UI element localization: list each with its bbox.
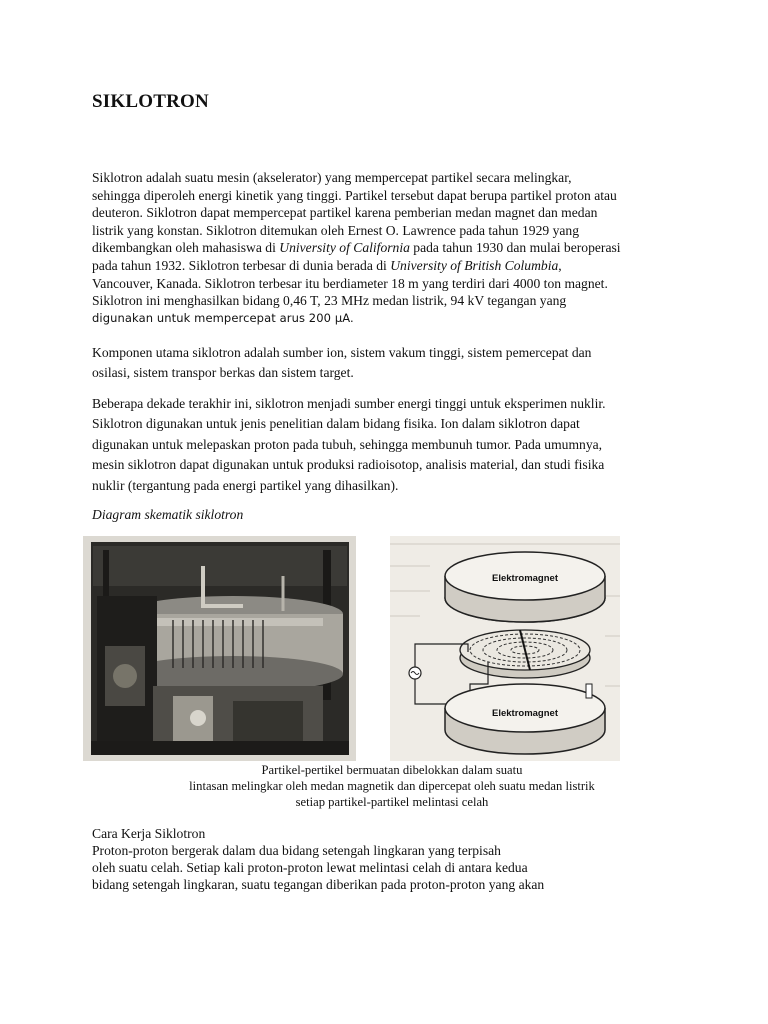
text-segment: pada tahun 1932. Siklotron terbesar di dunia berada di: [92, 257, 391, 273]
electromagnet-top-label: Elektromagnet: [492, 573, 558, 584]
text-line: nuklir (tergantung pada energi partikel yang dihasilkan).: [92, 477, 399, 493]
text-segment: pada tahun 1930 dan mulai beroperasi: [409, 240, 621, 256]
electromagnet-bottom-label: Elektromagnet: [492, 708, 558, 719]
text-line: Komponen utama siklotron adalah sumber ion, sistem vakum tinggi, sistem pemercepat dan: [92, 345, 592, 360]
text-line: mesin siklotron dapat digunakan untuk produksi radioisotop, analisis material, dan studi fisika: [92, 457, 605, 473]
text-line: Proton-proton bergerak dalam dua bidang setengah lingkaran yang terpisah: [92, 843, 501, 858]
text-line: Siklotron ini menghasilkan bidang 0,46 T, 23 MHz medan listrik, 94 kV tegangan yang: [92, 293, 567, 309]
text-line: digunakan untuk mempercepat arus 200 μA.: [92, 310, 354, 325]
intro-paragraph: [92, 169, 692, 327]
page-title: SIKLOTRON: [92, 91, 209, 112]
text-line: [92, 257, 692, 275]
text-line: Siklotron digunakan untuk jenis penelitian dalam bidang fisika. Ion dalam siklotron dapat: [92, 416, 580, 432]
cyclotron-photo: [83, 536, 356, 761]
text-line: Vancouver, Kanada. Siklotron terbesar itu berdiameter 18 m yang terdiri dari 4000 ton magnet.: [92, 275, 608, 291]
section-heading: Cara Kerja Siklotron: [92, 826, 206, 841]
text-line: listrik yang konstan. Siklotron ditemukan oleh Ernest O. Lawrence pada tahun 1929 yang: [92, 222, 579, 238]
text-line: osilasi, sistem transpor berkas dan sistem target.: [92, 365, 354, 380]
text-line: bidang setengah lingkaran, suatu tegangan diberikan pada proton-proton yang akan: [92, 877, 545, 892]
diagram-label: Diagram skematik siklotron: [92, 507, 244, 522]
text-segment: dikembangkan oleh mahasiswa di: [92, 240, 280, 256]
text-line: deuteron. Siklotron dapat mempercepat partikel karena pemberian medan magnet dan medan: [92, 205, 598, 221]
university-name: University of British Columbia: [390, 257, 559, 273]
components-paragraph: [92, 343, 692, 383]
applications-paragraph: [92, 394, 692, 496]
text-line: Siklotron adalah suatu mesin (akselerator) yang mempercepat partikel secara melingkar,: [92, 170, 572, 185]
text-line: digunakan untuk melepaskan proton pada tubuh, sehingga membunuh tumor. Pada umumnya,: [92, 436, 603, 452]
text-segment: ,: [558, 257, 562, 273]
cyclotron-schematic: [390, 536, 620, 761]
figure-caption: [92, 762, 692, 810]
text-line: Beberapa dekade terakhir ini, siklotron menjadi sumber energi tinggi untuk eksperimen nuklir.: [92, 396, 606, 411]
university-name: University of California: [279, 240, 410, 256]
working-principle-section: [92, 825, 692, 893]
text-line: [92, 239, 692, 257]
caption-line: setiap partikel-partikel melintasi celah: [295, 795, 489, 809]
text-line: sehingga diperoleh energi kinetik yang tinggi. Partikel tersebut dapat berupa partikel proton atau: [92, 187, 617, 203]
text-line: oleh suatu celah. Setiap kali proton-proton lewat melintasi celah di antara kedua: [92, 860, 528, 875]
caption-line: lintasan melingkar oleh medan magnetik dan dipercepat oleh suatu medan listrik: [189, 779, 595, 793]
caption-line: Partikel-pertikel bermuatan dibelokkan dalam suatu: [261, 763, 523, 777]
